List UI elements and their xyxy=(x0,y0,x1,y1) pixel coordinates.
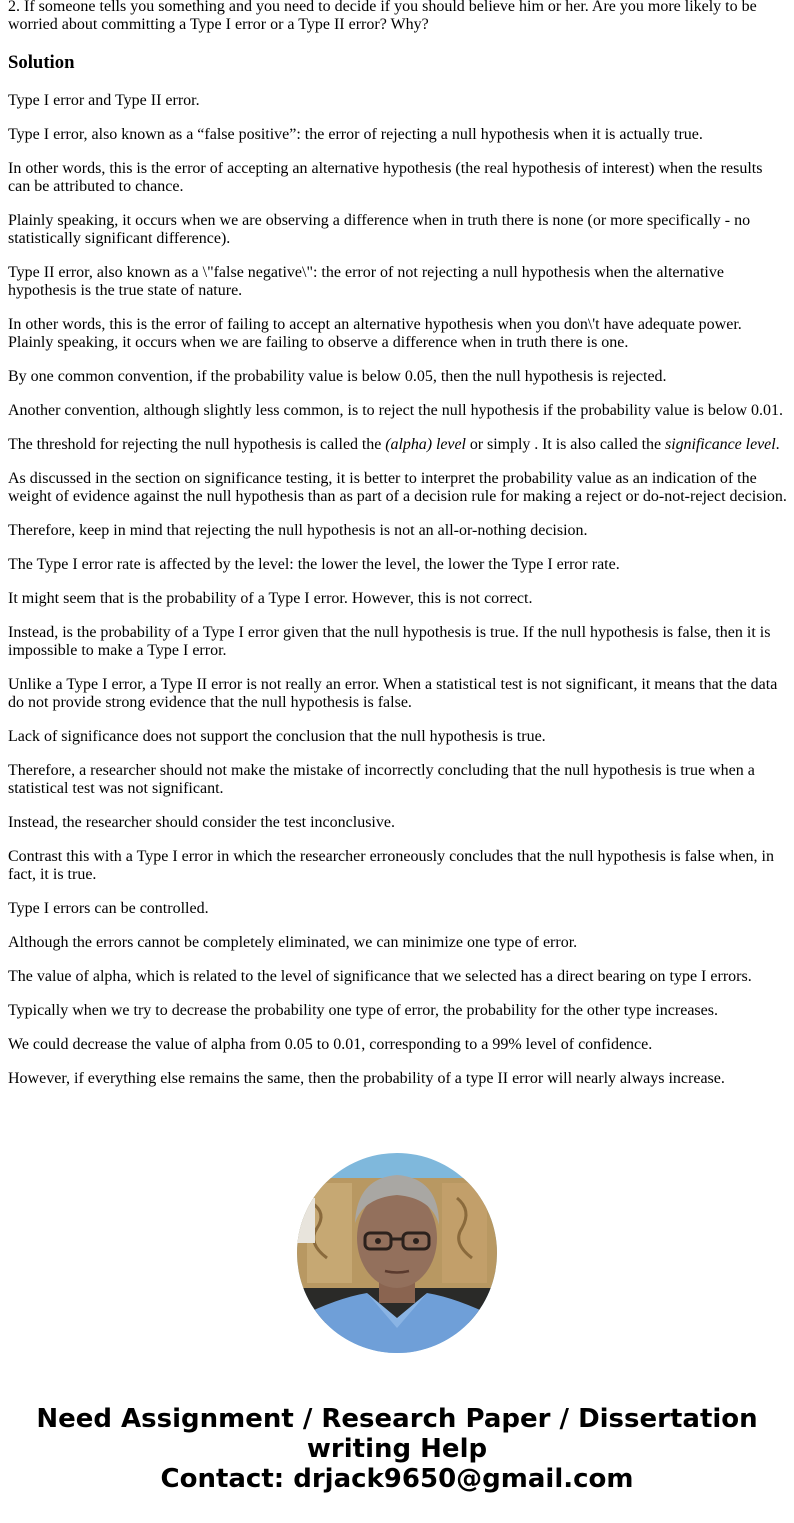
significance-level-term: significance level xyxy=(665,436,776,453)
paragraph: In other words, this is the error of failing to accept an alternative hypothesis when you don\'t have adequate power. Plainly speaking, it occurs when we are failing to observe a difference when in truth there is one. xyxy=(8,316,742,351)
paragraph: Although the errors cannot be completely eliminated, we can minimize one type of error. xyxy=(8,934,578,951)
paragraph: The value of alpha, which is related to the level of significance that we selected has a direct bearing on type I errors. xyxy=(8,968,752,985)
paragraph: Another convention, although slightly less common, is to reject the null hypothesis if the probability value is below 0.01. xyxy=(8,402,783,419)
paragraph: Type I error, also known as a “false positive”: the error of rejecting a null hypothesis when it is actually true. xyxy=(8,126,703,143)
paragraph: The Type I error rate is affected by the level: the lower the level, the lower the Type I error rate. xyxy=(8,556,620,573)
paragraph: However, if everything else remains the same, then the probability of a type II error will nearly always increase. xyxy=(8,1070,725,1087)
contact-email: Contact: drjack9650@gmail.com xyxy=(160,1464,634,1494)
paragraph: As discussed in the section on significance testing, it is better to interpret the probability value as an indication of the weight of evidence against the null hypothesis than as part of a decision rule for making a reject or do-not-reject decision. xyxy=(8,470,787,505)
text: or simply . It is also called the xyxy=(465,436,666,453)
contact-banner xyxy=(0,1404,794,1494)
avatar xyxy=(297,1153,497,1353)
paragraph: Typically when we try to decrease the probability one type of error, the probability for the other type increases. xyxy=(8,1002,718,1019)
paragraph: Therefore, keep in mind that rejecting the null hypothesis is not an all-or-nothing decision. xyxy=(8,522,588,539)
alpha-level-term: (alpha) level xyxy=(385,436,466,453)
solution-heading: Solution xyxy=(8,52,75,73)
text: The threshold for rejecting the null hypothesis is called the xyxy=(8,436,386,453)
threshold-paragraph xyxy=(8,436,788,454)
document-body xyxy=(8,0,788,1104)
paragraph: Contrast this with a Type I error in which the researcher erroneously concludes that the null hypothesis is false when, in fact, it is true. xyxy=(8,848,774,883)
paragraph: Plainly speaking, it occurs when we are observing a difference when in truth there is none (or more specifically - no statistically significant difference). xyxy=(8,212,751,247)
paragraph: Instead, the researcher should consider the test inconclusive. xyxy=(8,814,395,831)
paragraph: Instead, is the probability of a Type I error given that the null hypothesis is true. If the null hypothesis is false, then it is impossible to make a Type I error. xyxy=(8,624,771,659)
paragraph: Lack of significance does not support the conclusion that the null hypothesis is true. xyxy=(8,728,546,745)
paragraph: We could decrease the value of alpha from 0.05 to 0.01, corresponding to a 99% level of confidence. xyxy=(8,1036,653,1053)
paragraph: In other words, this is the error of accepting an alternative hypothesis (the real hypothesis of interest) when the results can be attributed to chance. xyxy=(8,160,763,195)
paragraph: Unlike a Type I error, a Type II error is not really an error. When a statistical test is not significant, it means that the data do not provide strong evidence that the null hypothesis is false. xyxy=(8,676,778,711)
paragraph: Therefore, a researcher should not make the mistake of incorrectly concluding that the null hypothesis is true when a statistical test was not significant. xyxy=(8,762,755,797)
cta-line: writing Help xyxy=(306,1434,488,1464)
author-photo-icon xyxy=(297,1153,497,1353)
question-text: 2. If someone tells you something and you need to decide if you should believe him or her. Are you more likely to be worried about committing a Type I error or a Type II error? Why? xyxy=(8,0,757,33)
paragraph: Type I error and Type II error. xyxy=(8,92,200,109)
cta-line: Need Assignment / Research Paper / Dissertation xyxy=(36,1404,758,1434)
text: . xyxy=(775,436,780,453)
paragraph: Type I errors can be controlled. xyxy=(8,900,209,917)
paragraph: It might seem that is the probability of a Type I error. However, this is not correct. xyxy=(8,590,533,607)
paragraph: Type II error, also known as a \"false negative\": the error of not rejecting a null hypothesis when the alternative hypothesis is the true state of nature. xyxy=(8,264,724,299)
paragraph: By one common convention, if the probability value is below 0.05, then the null hypothesis is rejected. xyxy=(8,368,667,385)
